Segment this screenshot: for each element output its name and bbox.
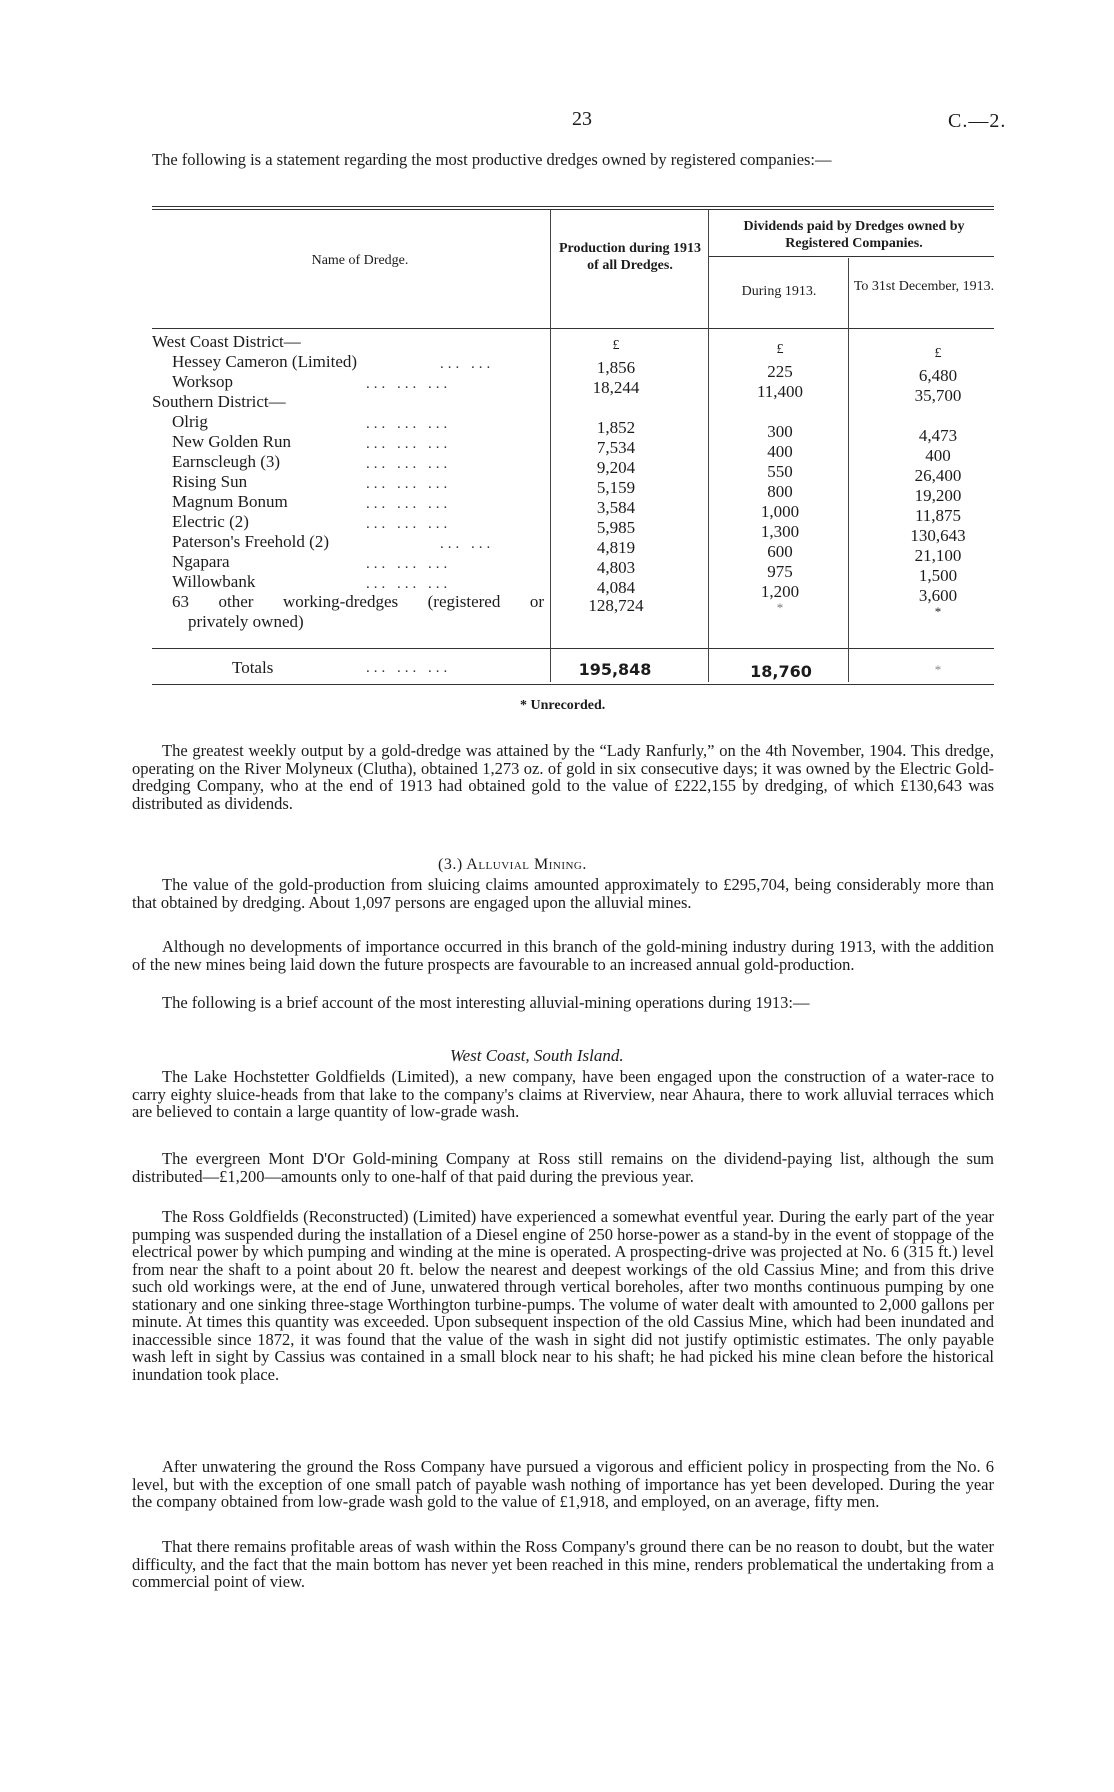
leader-dots: ... ... <box>440 536 495 552</box>
header-dividends-group: Dividends paid by Dredges owned by Registered Companies. <box>743 219 965 251</box>
row-name: Paterson's Freehold (2) <box>172 532 329 551</box>
paragraph-ross-goldfields: The Ross Goldfields (Reconstructed) (Limited) have experienced a somewhat eventful year. During the early part of the year pumping was suspended during the installation of a Diesel engine of 250 horse-power as a stand-by in the event of stoppage of the electrical power by which pumping and winding at the mine is operated. A prospecting-drive was projected at No. 6 (315 ft.) level from near the shaft to a point about 20 ft. below the nearest and deepest workings of the old Cassius Mine; and from this drive such old workings were, at the end of June, unwatered through vertical boreholes, after two months continuous pumping by one stationary and one sinking three-stage Worthington turbine-pumps. The volume of water dealt with amounted to 2,000 gallons per minute. At times this quantity was exceeded. Upon subsequent inspection of the old Cassius Mine, which had been inundated and inaccessible since 1872, it was found that the value of the wash in sight did not justify optimistic estimates. The only payable wash left in sight by Cassius was contained in a small block near to his shaft; he had picked his mine clean before the historical inundation took place. <box>132 1207 994 1384</box>
production-value: 1,856 <box>596 358 636 377</box>
totals-dividends-to-date: * <box>934 662 942 677</box>
dividend-total-value: 130,643 <box>910 526 966 545</box>
row-name: Olrig <box>172 412 208 431</box>
dividend-1913-value: 300 <box>767 422 793 441</box>
leader-dots: ... ... ... <box>366 436 452 452</box>
table-bottom-rule <box>152 684 994 685</box>
heading-alluvial-mining-text: (3.) Alluvial Mining. <box>438 856 587 873</box>
totals-label: Totals <box>232 658 274 677</box>
header-name-of-dredge: Name of Dredge. <box>311 253 409 268</box>
dividend-total-value: 6,480 <box>918 366 958 385</box>
row-name: Ngapara <box>172 552 230 571</box>
production-value: 9,204 <box>596 458 636 477</box>
row-name: Willowbank <box>172 572 256 591</box>
currency-symbol-to-date: £ <box>934 346 942 361</box>
production-value: 7,534 <box>596 438 636 457</box>
row-name: New Golden Run <box>172 432 291 451</box>
leader-dots: ... ... ... <box>366 660 452 676</box>
dividend-total-value: 26,400 <box>914 466 962 485</box>
dividend-total-value: 4,473 <box>918 426 958 445</box>
dividend-1913-value: 800 <box>767 482 793 501</box>
row-name-continued: privately owned) <box>188 612 304 631</box>
paragraph-no-developments: Although no developments of importance occurred in this branch of the gold-mining industry during 1913, with the addition of the new mines being laid down the future prospects are favourable to an increased annual gold-production. <box>132 937 994 974</box>
dividend-1913-unrecorded: * <box>776 600 784 615</box>
column-divider-2 <box>708 210 709 682</box>
production-value: 4,819 <box>596 538 636 557</box>
table-intro: The following is a statement regarding the most productive dredges owned by registered companies:— <box>152 150 832 169</box>
heading-alluvial-mining <box>438 856 587 874</box>
document-reference: C.—2. <box>948 110 1007 132</box>
dividend-1913-value: 600 <box>767 542 793 561</box>
table-top-rule <box>152 206 994 207</box>
dividend-1913-value: 1,200 <box>760 582 800 601</box>
row-name: Rising Sun <box>172 472 248 491</box>
header-during-1913: During 1913. <box>741 284 817 299</box>
leader-dots: ... ... ... <box>366 556 452 572</box>
page-number: 23 <box>572 108 592 130</box>
row-name: Earnscleugh (3) <box>172 452 281 471</box>
leader-dots: ... ... ... <box>366 476 452 492</box>
dividend-total-value: 21,100 <box>914 546 962 565</box>
leader-dots: ... ... ... <box>366 376 452 392</box>
production-value: 3,584 <box>596 498 636 517</box>
dividend-1913-value: 1,000 <box>760 502 800 521</box>
column-divider-1 <box>550 210 551 682</box>
paragraph-ross-outlook: That there remains profitable areas of wash within the Ross Company's ground there can be no reason to doubt, but the water difficulty, and the fact that the main bottom has never yet been reached in this mine, renders problematical the undertaking from a commercial point of view. <box>132 1537 994 1591</box>
header-production: Production during 1913 of all Dredges. <box>558 241 702 273</box>
dividend-1913-value: 975 <box>767 562 793 581</box>
leader-dots: ... ... ... <box>366 456 452 472</box>
dividend-total-value: 400 <box>925 446 951 465</box>
table-footnote: * Unrecorded. <box>520 698 606 713</box>
paragraph-sluicing-value: The value of the gold-production from sluicing claims amounted approximately to £295,704, being considerably more than that obtained by dredging. About 1,097 persons are engaged upon the alluvial mines. <box>132 875 994 912</box>
production-value: 128,724 <box>588 596 644 615</box>
column-divider-3 <box>848 258 849 682</box>
totals-top-rule <box>152 648 994 649</box>
dividend-1913-value: 225 <box>767 362 793 381</box>
leader-dots: ... ... ... <box>366 496 452 512</box>
section-southern: Southern District— <box>152 392 286 411</box>
header-to-date: To 31st December, 1913. <box>853 279 995 294</box>
production-value: 1,852 <box>596 418 636 437</box>
row-name: Electric (2) <box>172 512 249 531</box>
production-value: 4,803 <box>596 558 636 577</box>
dividend-total-value: 11,875 <box>914 506 962 525</box>
dividend-total-unrecorded: * <box>934 604 942 619</box>
leader-dots: ... ... <box>440 356 495 372</box>
paragraph-mont-dor: The evergreen Mont D'Or Gold-mining Company at Ross still remains on the dividend-paying list, although the sum distributed—£1,200—amounts only to one-half of that paid during the previous year. <box>132 1149 994 1186</box>
paragraph-lake-hochstetter: The Lake Hochstetter Goldfields (Limited), a new company, have been engaged upon the construction of a water-race to carry eighty sluice-heads from that lake to the company's claims at Riverview, near Ahaura, there to work alluvial terraces which are believed to contain a large quantity of low-grade wash. <box>132 1067 994 1121</box>
leader-dots: ... ... ... <box>366 516 452 532</box>
header-bottom-rule <box>152 328 994 329</box>
production-value: 5,159 <box>596 478 636 497</box>
dividend-1913-value: 11,400 <box>756 382 804 401</box>
paragraph-brief-account: The following is a brief account of the most interesting alluvial-mining operations during 1913:— <box>162 993 810 1012</box>
currency-symbol-production: £ <box>612 338 620 353</box>
production-value: 5,985 <box>596 518 636 537</box>
production-value: 4,084 <box>596 578 636 597</box>
currency-symbol-during: £ <box>776 342 784 357</box>
leader-dots: ... ... ... <box>366 576 452 592</box>
totals-dividends-1913: 18,760 <box>750 662 812 681</box>
paragraph-ross-prospecting: After unwatering the ground the Ross Company have pursued a vigorous and efficient policy in prospecting from the No. 6 level, but with the exception of one small patch of payable wash nothing of importance has yet been developed. During the year the company obtained from low-grade wash gold to the value of £1,918, and employed, on an average, fifty men. <box>132 1457 994 1511</box>
dividend-total-value: 19,200 <box>914 486 962 505</box>
row-name: Worksop <box>172 372 233 391</box>
dividend-1913-value: 400 <box>767 442 793 461</box>
dividends-group-rule <box>708 256 994 257</box>
paragraph-lady-ranfurly: The greatest weekly output by a gold-dredge was attained by the “Lady Ranfurly,” on the 4th November, 1904. This dredge, operating on the River Molyneux (Clutha), obtained 1,273 oz. of gold in six consecutive days; it was owned by the Electric Gold-dredging Company, who at the end of 1913 had obtained gold to the value of £222,155 by dredging, of which £130,643 was distributed as dividends. <box>132 741 994 813</box>
row-name: 63 other working-dredges (registered or <box>172 592 544 611</box>
section-west-coast: West Coast District— <box>152 332 301 351</box>
table-top-rule-2 <box>152 209 994 210</box>
heading-west-coast: West Coast, South Island. <box>450 1046 624 1065</box>
dividend-total-value: 35,700 <box>914 386 962 405</box>
row-name: Magnum Bonum <box>172 492 288 511</box>
totals-production: 195,848 <box>578 660 652 679</box>
leader-dots: ... ... ... <box>366 416 452 432</box>
dividend-1913-value: 1,300 <box>760 522 800 541</box>
dividend-1913-value: 550 <box>767 462 793 481</box>
dividend-total-value: 1,500 <box>918 566 958 585</box>
production-value: 18,244 <box>592 378 640 397</box>
dividend-total-value: 3,600 <box>918 586 958 605</box>
row-name: Hessey Cameron (Limited) <box>172 352 358 371</box>
